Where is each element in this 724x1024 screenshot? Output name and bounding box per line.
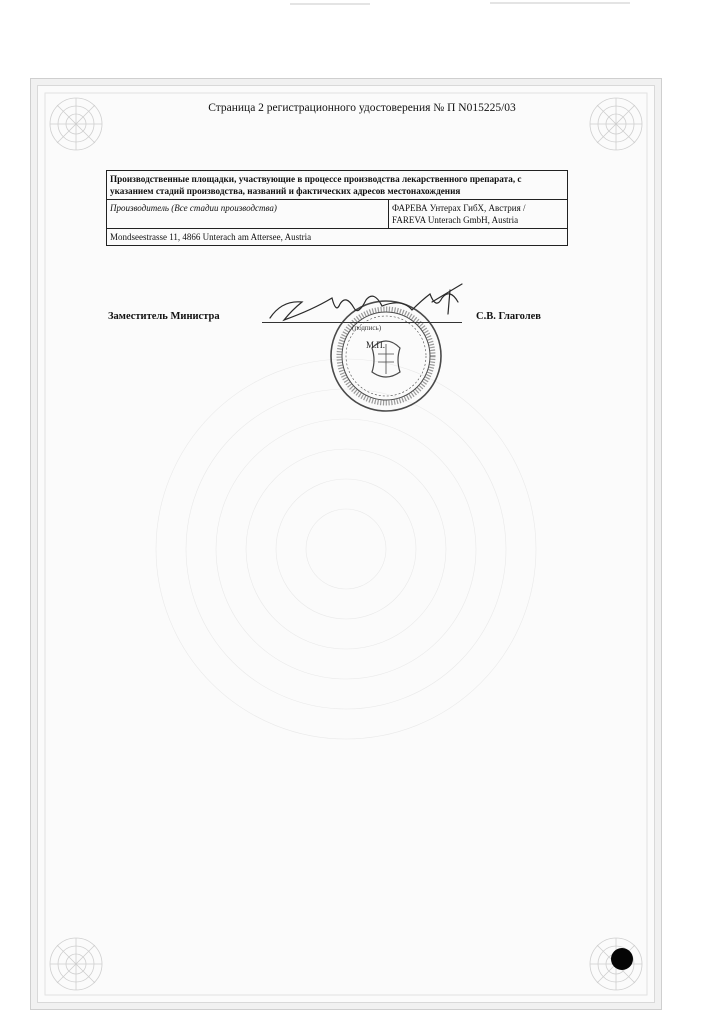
table-row xyxy=(107,229,568,246)
corner-ornament-bottom-left xyxy=(45,933,107,995)
punch-hole-icon xyxy=(611,948,633,970)
table-row xyxy=(107,200,568,229)
manufacturer-role: Производитель (Все стадии производства) xyxy=(107,200,389,229)
manufacturer-name: ФАРЕВА Унтерах ГибХ, Австрия / FAREVA Unterach GmbH, Austria xyxy=(389,200,568,229)
signatory-position: Заместитель Министра xyxy=(108,311,220,322)
bleed-through-marks xyxy=(290,0,650,10)
signatory-name: С.В. Глаголев xyxy=(476,311,541,322)
manufacturer-address: Mondseestrasse 11, 4866 Unterach am Attersee, Austria xyxy=(107,229,568,246)
table-row xyxy=(107,171,568,200)
page-title: Страница 2 регистрационного удостоверения № П N015225/03 xyxy=(208,102,516,114)
table-heading: Производственные площадки, участвующие в процессе производства лекарственного препарата, с указанием стадий производства, названий и фактических адресов местонахождения xyxy=(107,171,568,200)
signature-line xyxy=(262,322,462,323)
production-sites-table xyxy=(106,170,568,246)
signature-caption: (подпись) xyxy=(352,324,382,332)
seal-mark: М.П. xyxy=(366,340,386,350)
